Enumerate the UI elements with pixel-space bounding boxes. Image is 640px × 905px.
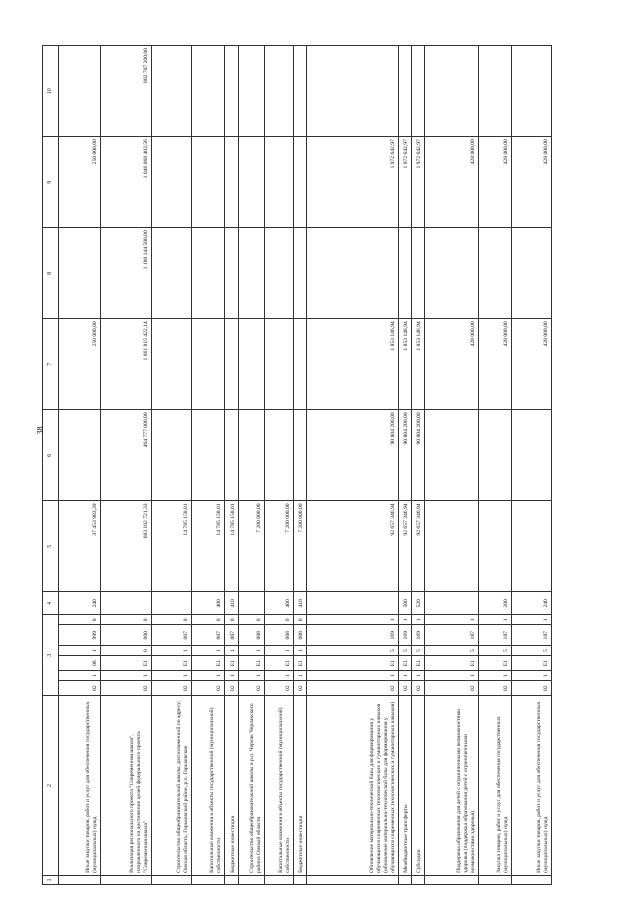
amount-cell <box>151 137 191 228</box>
amount-cell <box>225 228 238 319</box>
code-cell: 06 <box>58 656 100 671</box>
expense-type-cell: 410 <box>294 592 307 615</box>
index-cell <box>411 875 424 884</box>
code-cell: 187 <box>511 625 551 645</box>
header-cell: 10 <box>43 46 59 137</box>
amount-cell: 250 000,00 <box>58 319 100 410</box>
amount-cell <box>511 501 551 592</box>
amount-cell: 1 972 642,97 <box>307 137 398 228</box>
code-cell: 1 <box>398 671 411 681</box>
code-cell: 0 <box>238 615 265 625</box>
amount-cell: 464 777 000,00 <box>100 410 151 501</box>
amount-cell <box>265 228 294 319</box>
code-cell: 1 <box>265 671 294 681</box>
header-cell: 6 <box>43 410 59 501</box>
amount-cell <box>398 46 411 137</box>
amount-cell <box>151 46 191 137</box>
code-cell: 02 <box>425 681 478 696</box>
amount-cell: 92 657 346,94 <box>411 501 424 592</box>
code-cell: 007 <box>191 625 224 645</box>
code-cell: Е1 <box>225 656 238 671</box>
code-cell: 1 <box>225 671 238 681</box>
code-cell: 5 <box>425 645 478 655</box>
code-cell: 1 <box>151 671 191 681</box>
amount-cell <box>294 46 307 137</box>
amount-cell <box>265 137 294 228</box>
amount-cell <box>294 410 307 501</box>
amount-cell: 1 188 144 500,00 <box>100 228 151 319</box>
code-cell: 1 <box>100 671 151 681</box>
code-cell: Е1 <box>398 656 411 671</box>
amount-cell: 802 707 200,00 <box>100 46 151 137</box>
amount-cell <box>294 137 307 228</box>
code-cell: 0 <box>265 615 294 625</box>
code-cell: 000 <box>100 625 151 645</box>
header-cell: 1 <box>43 875 59 884</box>
code-cell: Е1 <box>307 656 398 671</box>
code-cell: 169 <box>398 625 411 645</box>
expense-type-cell: 500 <box>398 592 411 615</box>
code-cell: Е1 <box>478 656 511 671</box>
code-cell: 1 <box>411 671 424 681</box>
amount-cell <box>425 46 478 137</box>
amount-cell: 14 785 158,01 <box>191 501 224 592</box>
amount-cell: 428 000,00 <box>478 137 511 228</box>
table-row <box>151 46 191 885</box>
rotated-table-wrapper <box>42 45 552 885</box>
code-cell: 0 <box>100 615 151 625</box>
code-cell: 0 <box>191 615 224 625</box>
code-cell: 5 <box>478 645 511 655</box>
amount-cell: 7 200 000,00 <box>265 501 294 592</box>
budget-table <box>42 45 552 885</box>
code-cell: Е1 <box>100 656 151 671</box>
expense-type-cell <box>100 592 151 615</box>
header-cell: 8 <box>43 228 59 319</box>
amount-cell: 90 804 200,00 <box>411 410 424 501</box>
amount-cell <box>191 410 224 501</box>
page-number: 38 <box>35 426 45 434</box>
amount-cell: 428 000,00 <box>511 319 551 410</box>
code-cell: 02 <box>398 681 411 696</box>
code-cell: 02 <box>191 681 224 696</box>
code-cell: 1 <box>425 615 478 625</box>
code-cell: 1 <box>294 645 307 655</box>
index-cell <box>511 875 551 884</box>
amount-cell: 7 200 000,00 <box>294 501 307 592</box>
code-cell: 1 <box>238 671 265 681</box>
code-cell: 02 <box>265 681 294 696</box>
index-cell <box>398 875 411 884</box>
amount-cell: 14 785 158,01 <box>151 501 191 592</box>
table-row <box>191 46 224 885</box>
item-name-cell: Субсидии <box>411 696 424 876</box>
table-row <box>307 46 398 885</box>
amount-cell: 428 000,00 <box>425 319 478 410</box>
item-name-cell: Иные закупки товаров, работ и услуг для обеспечения государственных (муниципальных) нужд <box>58 696 100 876</box>
amount-cell: 428 000,00 <box>511 137 551 228</box>
amount-cell <box>238 228 265 319</box>
amount-cell: 1 853 146,94 <box>307 319 398 410</box>
amount-cell <box>58 46 100 137</box>
code-cell: 02 <box>478 681 511 696</box>
index-cell <box>225 875 238 884</box>
item-name-cell: Капитальные вложения в объекты государственной (муниципальной) собственности <box>191 696 224 876</box>
code-cell: Е1 <box>411 656 424 671</box>
code-cell: 1 <box>225 645 238 655</box>
amount-cell <box>478 501 511 592</box>
amount-cell <box>265 319 294 410</box>
table-row <box>511 46 551 885</box>
expense-type-cell <box>151 592 191 615</box>
amount-cell <box>425 410 478 501</box>
code-cell: 1 <box>307 671 398 681</box>
amount-cell: 1 853 146,94 <box>411 319 424 410</box>
code-cell: 1 <box>398 615 411 625</box>
code-cell: 02 <box>100 681 151 696</box>
amount-cell: 14 785 158,01 <box>225 501 238 592</box>
amount-cell <box>425 228 478 319</box>
amount-cell <box>191 137 224 228</box>
amount-cell <box>307 228 398 319</box>
table-row <box>238 46 265 885</box>
expense-type-cell: 200 <box>478 592 511 615</box>
amount-cell <box>225 319 238 410</box>
amount-cell <box>238 410 265 501</box>
code-cell: 0 <box>225 615 238 625</box>
amount-cell: 92 657 346,94 <box>398 501 411 592</box>
table-row <box>58 46 100 885</box>
index-cell <box>191 875 224 884</box>
amount-cell <box>191 319 224 410</box>
amount-cell <box>58 410 100 501</box>
code-cell: 169 <box>411 625 424 645</box>
code-cell: 1 <box>191 671 224 681</box>
code-cell: Е1 <box>294 656 307 671</box>
code-cell: Е1 <box>265 656 294 671</box>
amount-cell: 1 972 642,97 <box>411 137 424 228</box>
code-cell: 02 <box>411 681 424 696</box>
header-cell: 4 <box>43 592 59 615</box>
index-cell <box>58 875 100 884</box>
expense-type-cell: 400 <box>265 592 294 615</box>
amount-cell: 37 453 983,39 <box>58 501 100 592</box>
code-cell: 999 <box>58 625 100 645</box>
header-cell: 9 <box>43 137 59 228</box>
amount-cell <box>225 410 238 501</box>
index-cell <box>307 875 398 884</box>
amount-cell: 90 804 200,00 <box>307 410 398 501</box>
code-cell: 1 <box>238 645 265 655</box>
item-name-cell: Поддержка образования для детей с ограниченными возможностями здоровья (поддержка образования детей с ограниченными возможностями здоровья) <box>425 696 478 876</box>
code-cell: 187 <box>425 625 478 645</box>
code-cell: 1 <box>151 645 191 655</box>
amount-cell <box>294 228 307 319</box>
index-cell <box>294 875 307 884</box>
index-cell <box>238 875 265 884</box>
table-row <box>265 46 294 885</box>
amount-cell <box>238 319 265 410</box>
table-row <box>294 46 307 885</box>
code-cell: 02 <box>225 681 238 696</box>
code-cell: 5 <box>511 645 551 655</box>
amount-cell: 92 657 346,94 <box>307 501 398 592</box>
amount-cell: 1 046 068 403,56 <box>100 137 151 228</box>
header-cell: 5 <box>43 501 59 592</box>
code-cell: 187 <box>478 625 511 645</box>
amount-cell <box>307 46 398 137</box>
code-cell: 1 <box>511 615 551 625</box>
table-row <box>425 46 478 885</box>
amount-cell: 90 804 200,00 <box>398 410 411 501</box>
expense-type-cell: 410 <box>225 592 238 615</box>
amount-cell <box>411 46 424 137</box>
table-row <box>478 46 511 885</box>
code-cell: 1 <box>511 671 551 681</box>
amount-cell: 428 000,00 <box>425 137 478 228</box>
amount-cell: 683 102 721,33 <box>100 501 151 592</box>
table-row <box>398 46 411 885</box>
amount-cell <box>511 410 551 501</box>
amount-cell: 428 000,00 <box>478 319 511 410</box>
table-row <box>411 46 424 885</box>
index-cell <box>478 875 511 884</box>
table-body <box>43 46 552 885</box>
code-cell: Е1 <box>151 656 191 671</box>
item-name-cell: Бюджетные инвестиции <box>225 696 238 876</box>
code-cell: 008 <box>238 625 265 645</box>
amount-cell <box>151 410 191 501</box>
code-cell: 02 <box>58 681 100 696</box>
expense-type-cell: 240 <box>511 592 551 615</box>
amount-cell: 7 200 000,00 <box>238 501 265 592</box>
header-cell: 3 <box>43 615 59 696</box>
code-cell: 007 <box>225 625 238 645</box>
code-cell: Е1 <box>191 656 224 671</box>
amount-cell <box>478 228 511 319</box>
code-cell: 02 <box>238 681 265 696</box>
expense-type-cell <box>307 592 398 615</box>
item-name-cell: Закупка товаров, работ и услуг для обеспечения государственных (муниципальных) нужд <box>478 696 511 876</box>
table-row <box>225 46 238 885</box>
expense-type-cell: 400 <box>191 592 224 615</box>
item-name-cell: Иные закупки товаров, работ и услуг для обеспечения государственных (муниципальных) нужд <box>511 696 551 876</box>
amount-cell <box>511 46 551 137</box>
code-cell: 02 <box>151 681 191 696</box>
item-name-cell: Капитальные вложения в объекты государственной (муниципальной) собственности <box>265 696 294 876</box>
code-cell: 02 <box>294 681 307 696</box>
amount-cell <box>478 410 511 501</box>
code-cell: 1 <box>425 671 478 681</box>
code-cell: 1 <box>191 645 224 655</box>
code-cell: 1 <box>411 615 424 625</box>
amount-cell <box>425 501 478 592</box>
expense-type-cell: 240 <box>58 592 100 615</box>
code-cell: 1 <box>58 645 100 655</box>
item-name-cell: Обновление материально-технической базы для формирования у обучающихся современных технологических и гуманитарных навыков (обновление материально-технической базы для формирования у обучающихся современных технологических и гуманитарных навыков) <box>307 696 398 876</box>
code-cell: 5 <box>411 645 424 655</box>
amount-cell <box>238 46 265 137</box>
header-row <box>43 46 59 885</box>
code-cell: 0 <box>151 615 191 625</box>
expense-type-cell <box>425 592 478 615</box>
header-cell: 2 <box>43 696 59 876</box>
code-cell: 0 <box>100 645 151 655</box>
item-name-cell: Строительство общеобразовательной школы в р.п. Черлак Черлакского района Омской области <box>238 696 265 876</box>
amount-cell: 1 972 642,97 <box>398 137 411 228</box>
amount-cell <box>411 228 424 319</box>
amount-cell: 1 661 815 422,14 <box>100 319 151 410</box>
amount-cell <box>58 228 100 319</box>
amount-cell <box>151 228 191 319</box>
amount-cell <box>265 46 294 137</box>
code-cell: 0 <box>58 615 100 625</box>
code-cell: 007 <box>151 625 191 645</box>
amount-cell <box>151 319 191 410</box>
header-cell: 7 <box>43 319 59 410</box>
index-cell <box>100 875 151 884</box>
code-cell: 02 <box>511 681 551 696</box>
expense-type-cell: 520 <box>411 592 424 615</box>
amount-cell <box>265 410 294 501</box>
amount-cell <box>478 46 511 137</box>
table-row <box>100 46 151 885</box>
code-cell: 1 <box>294 671 307 681</box>
code-cell: Е1 <box>238 656 265 671</box>
item-name-cell: Межбюджетные трансферты <box>398 696 411 876</box>
amount-cell <box>225 137 238 228</box>
code-cell: 1 <box>478 615 511 625</box>
item-name-cell: Строительство общеобразовательной школы, расположенной по адресу: Омская область, Горьковский район, р.п. Горьковское <box>151 696 191 876</box>
code-cell: 008 <box>294 625 307 645</box>
amount-cell <box>238 137 265 228</box>
amount-cell <box>191 228 224 319</box>
code-cell: 5 <box>307 645 398 655</box>
amount-cell: 250 000,00 <box>58 137 100 228</box>
code-cell: 5 <box>398 645 411 655</box>
amount-cell: 1 853 146,94 <box>398 319 411 410</box>
code-cell: 008 <box>265 625 294 645</box>
code-cell: 0 <box>294 615 307 625</box>
code-cell: Е1 <box>425 656 478 671</box>
index-cell <box>151 875 191 884</box>
code-cell: 1 <box>478 671 511 681</box>
index-cell <box>265 875 294 884</box>
code-cell: 169 <box>307 625 398 645</box>
amount-cell <box>511 228 551 319</box>
index-cell <box>425 875 478 884</box>
amount-cell <box>398 228 411 319</box>
code-cell: 1 <box>265 645 294 655</box>
item-name-cell: Бюджетные инвестиции <box>294 696 307 876</box>
code-cell: 02 <box>307 681 398 696</box>
amount-cell <box>225 46 238 137</box>
code-cell: 1 <box>58 671 100 681</box>
expense-type-cell <box>238 592 265 615</box>
amount-cell <box>294 319 307 410</box>
item-name-cell: Реализация регионального проекта "Современная школа", направленного на достижение целей федерального проекта "Современная школа" <box>100 696 151 876</box>
code-cell: 1 <box>307 615 398 625</box>
amount-cell <box>191 46 224 137</box>
code-cell: Е1 <box>511 656 551 671</box>
